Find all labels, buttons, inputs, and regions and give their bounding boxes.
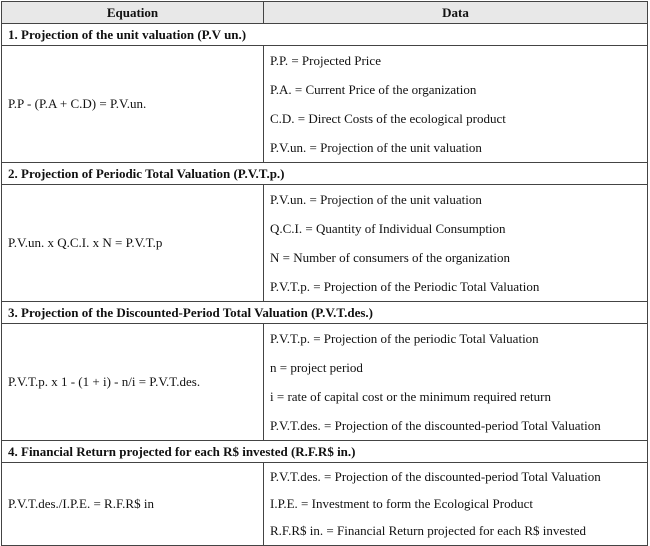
equation-cell: P.V.T.p. x 1 - (1 + i) - n/i = P.V.T.des. — [2, 324, 264, 441]
data-item: n = project period — [270, 359, 363, 375]
data-item: P.V.un. = Projection of the unit valuation — [270, 191, 482, 207]
equation-cell: P.V.un. x Q.C.I. x N = P.V.T.p — [2, 185, 264, 302]
section-title: 2. Projection of Periodic Total Valuation (P.V.T.p.) — [2, 163, 648, 185]
equation-cell: P.P - (P.A + C.D) = P.V.un. — [2, 46, 264, 163]
data-item: i = rate of capital cost or the minimum required return — [270, 388, 551, 404]
data-item: N = Number of consumers of the organization — [270, 249, 510, 265]
data-header: Data — [264, 2, 648, 24]
data-item: C.D. = Direct Costs of the ecological product — [270, 110, 506, 126]
section-title-row — [2, 302, 648, 324]
header-row — [2, 2, 648, 24]
data-item: P.V.T.des. = Projection of the discounted-period Total Valuation — [270, 468, 601, 484]
data-item: R.F.R$ in. = Financial Return projected for each R$ invested — [270, 523, 587, 539]
section-body-row — [2, 185, 648, 302]
section-body-row — [2, 324, 648, 441]
section-title: 4. Financial Return projected for each R$ invested (R.F.R$ in.) — [2, 441, 648, 463]
data-item: P.V.T.p. = Projection of the Periodic Total Valuation — [270, 278, 540, 294]
data-cell — [264, 463, 648, 546]
section-title: 1. Projection of the unit valuation (P.V un.) — [2, 24, 648, 46]
equation-cell: P.V.T.des./I.P.E. = R.F.R$ in — [2, 463, 264, 546]
data-item: P.V.un. = Projection of the unit valuation — [270, 139, 482, 155]
section-body-row — [2, 46, 648, 163]
data-item: I.P.E. = Investment to form the Ecological Product — [270, 495, 533, 511]
section-title-row — [2, 24, 648, 46]
section-title-row — [2, 163, 648, 185]
section-body-row — [2, 463, 648, 546]
data-item: P.A. = Current Price of the organization — [270, 81, 477, 97]
data-item: P.P. = Projected Price — [270, 52, 381, 68]
data-item: P.V.T.p. = Projection of the periodic Total Valuation — [270, 330, 539, 346]
data-item: Q.C.I. = Quantity of Individual Consumption — [270, 220, 506, 236]
section-title: 3. Projection of the Discounted-Period Total Valuation (P.V.T.des.) — [2, 302, 648, 324]
equations-table — [1, 1, 648, 546]
data-cell — [264, 185, 648, 302]
data-cell — [264, 324, 648, 441]
section-title-row — [2, 441, 648, 463]
equation-header: Equation — [2, 2, 264, 24]
data-item: P.V.T.des. = Projection of the discounted-period Total Valuation — [270, 417, 601, 433]
data-cell — [264, 46, 648, 163]
